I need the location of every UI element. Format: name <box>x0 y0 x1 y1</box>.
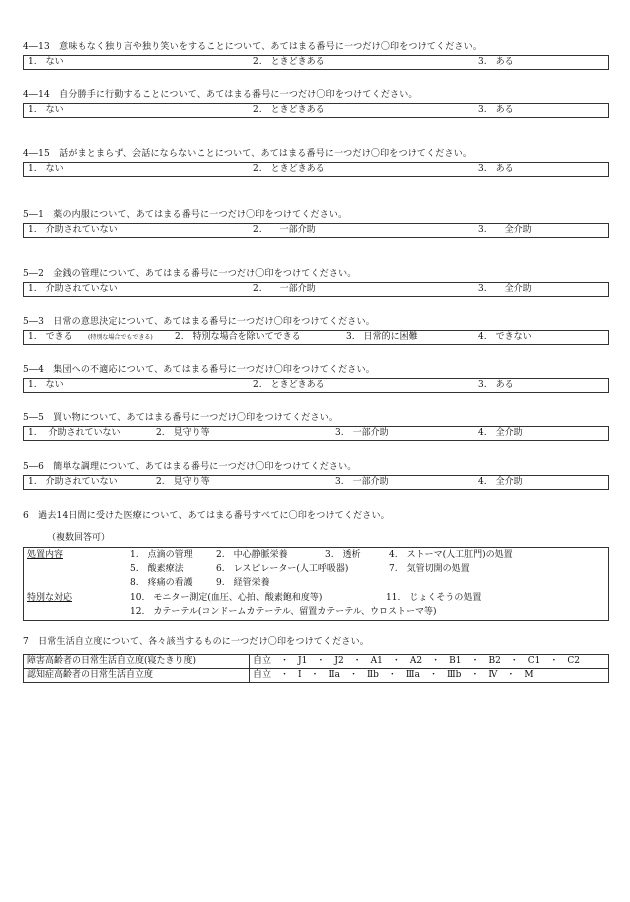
option-1[interactable]: 1. できる <box>28 332 73 342</box>
question-4-13 <box>23 40 609 70</box>
option-1[interactable]: 1. ない <box>28 57 64 67</box>
option-2[interactable]: 2. ときどきある <box>253 164 325 174</box>
option-2[interactable]: 2. ときどきある <box>253 105 325 115</box>
options-box <box>23 378 609 393</box>
question-4-15 <box>23 147 609 177</box>
question-7 <box>23 635 609 649</box>
options-box <box>23 426 609 441</box>
item-3[interactable]: 3. 透析 <box>325 550 361 560</box>
option-3[interactable]: 3. 一部介助 <box>335 428 389 438</box>
option-3[interactable]: 3. 全介助 <box>478 225 532 235</box>
question-title: 6 過去14日間に受けた医療について、あてはまる番号すべてに〇印をつけてください。 <box>23 511 390 521</box>
options-box <box>23 162 609 177</box>
option-4[interactable]: 4. 全介助 <box>478 428 523 438</box>
item-7[interactable]: 7. 気管切開の処置 <box>389 564 470 574</box>
option-3[interactable]: 3. ある <box>478 105 514 115</box>
option-1[interactable]: 1. ない <box>28 105 64 115</box>
item-8[interactable]: 8. 疼痛の看護 <box>130 578 193 588</box>
option-3[interactable]: 3. 日常的に困難 <box>346 332 418 342</box>
option-2[interactable]: 2. ときどきある <box>253 380 325 390</box>
question-title: 4―14 自分勝手に行動することについて、あてはまる番号に一つだけ〇印をつけてください。 <box>23 90 418 100</box>
row-label: 認知症高齢者の日常生活自立度 <box>24 669 250 683</box>
item-4[interactable]: 4. ストーマ(人工肛門)の処置 <box>389 550 513 560</box>
option-1-note: (特別な場合でもできる) <box>88 334 153 341</box>
question-title: 5―3 日常の意思決定について、あてはまる番号に一つだけ〇印をつけてください。 <box>23 317 375 327</box>
question-5-4 <box>23 363 609 393</box>
question-title: 5―6 簡単な調理について、あてはまる番号に一つだけ〇印をつけてください。 <box>23 462 357 472</box>
question-6 <box>23 509 609 523</box>
item-10[interactable]: 10. モニター測定(血圧、心拍、酸素飽和度等) <box>130 593 323 603</box>
treatment-heading: 処置内容 <box>27 550 64 560</box>
item-1[interactable]: 1. 点滴の管理 <box>130 550 193 560</box>
question-title: 4―13 意味もなく独り言や独り笑いをすることについて、あてはまる番号に一つだけ〇印をつけてください。 <box>23 42 483 52</box>
option-2[interactable]: 2. 見守り等 <box>156 428 210 438</box>
item-11[interactable]: 11. じょくそうの処置 <box>386 593 482 603</box>
item-2[interactable]: 2. 中心静脈栄養 <box>216 550 288 560</box>
row-options[interactable]: 自立 ・ J1 ・ J2 ・ A1 ・ A2 ・ B1 ・ B2 ・ C1 ・ C2 <box>250 655 609 669</box>
question-5-2 <box>23 267 609 297</box>
option-2[interactable]: 2. 一部介助 <box>253 225 316 235</box>
question-title: 5―5 買い物について、あてはまる番号に一つだけ〇印をつけてください。 <box>23 413 339 423</box>
option-1[interactable]: 1. 介助されていない <box>28 284 118 294</box>
option-2[interactable]: 2. ときどきある <box>253 57 325 67</box>
option-4[interactable]: 4. できない <box>478 332 532 342</box>
option-3[interactable]: 3. ある <box>478 57 514 67</box>
row-label: 障害高齢者の日常生活自立度(寝たきり度) <box>24 655 250 669</box>
item-9[interactable]: 9. 経管栄養 <box>216 578 270 588</box>
options-box <box>23 475 609 490</box>
table-row <box>24 655 609 669</box>
item-6[interactable]: 6. レスピレーター(人工呼吸器) <box>216 564 349 574</box>
question-5-6 <box>23 460 609 490</box>
special-response-heading: 特別な対応 <box>27 593 73 603</box>
options-box <box>23 55 609 70</box>
medical-care-box <box>23 547 609 621</box>
options-box <box>23 223 609 238</box>
option-1[interactable]: 1. 介助されていない <box>28 225 118 235</box>
option-1[interactable]: 1. ない <box>28 164 64 174</box>
option-3[interactable]: 3. ある <box>478 380 514 390</box>
row-options[interactable]: 自立 ・ Ⅰ ・ Ⅱa ・ Ⅱb ・ Ⅲa ・ Ⅲb ・ Ⅳ ・ M <box>250 669 609 683</box>
options-box <box>23 103 609 118</box>
multiple-answer-note: （複数回答可） <box>47 533 111 543</box>
options-box <box>23 330 609 345</box>
question-5-5 <box>23 411 609 441</box>
option-4[interactable]: 4. 全介助 <box>478 477 523 487</box>
option-3[interactable]: 3. ある <box>478 164 514 174</box>
option-2[interactable]: 2. 一部介助 <box>253 284 316 294</box>
item-5[interactable]: 5. 酸素療法 <box>130 564 184 574</box>
question-title: 7 日常生活自立度について、各々該当するものに一つだけ〇印をつけてください。 <box>23 637 369 647</box>
option-3[interactable]: 3. 一部介助 <box>335 477 389 487</box>
question-5-1 <box>23 208 609 238</box>
item-12[interactable]: 12. カテーテル(コンドームカテーテル、留置カテーテル、ウロストーマ等) <box>130 607 437 617</box>
option-1[interactable]: 1. 介助されていない <box>28 477 118 487</box>
question-title: 5―4 集団への不適応について、あてはまる番号に一つだけ〇印をつけてください。 <box>23 365 375 375</box>
option-1[interactable]: 1. ない <box>28 380 64 390</box>
option-2[interactable]: 2. 特別な場合を除いてできる <box>175 332 301 342</box>
question-title: 5―2 金銭の管理について、あてはまる番号に一つだけ〇印をつけてください。 <box>23 269 357 279</box>
question-title: 4―15 話がまとまらず、会話にならないことについて、あてはまる番号に一つだけ〇印をつけてください。 <box>23 149 473 159</box>
option-1[interactable]: 1. 介助されていない <box>28 428 121 438</box>
option-2[interactable]: 2. 見守り等 <box>156 477 210 487</box>
option-3[interactable]: 3. 全介助 <box>478 284 532 294</box>
independence-table <box>23 654 609 683</box>
question-title: 5―1 薬の内服について、あてはまる番号に一つだけ〇印をつけてください。 <box>23 210 348 220</box>
table-row <box>24 669 609 683</box>
question-5-3 <box>23 315 609 345</box>
question-4-14 <box>23 88 609 118</box>
options-box <box>23 282 609 297</box>
